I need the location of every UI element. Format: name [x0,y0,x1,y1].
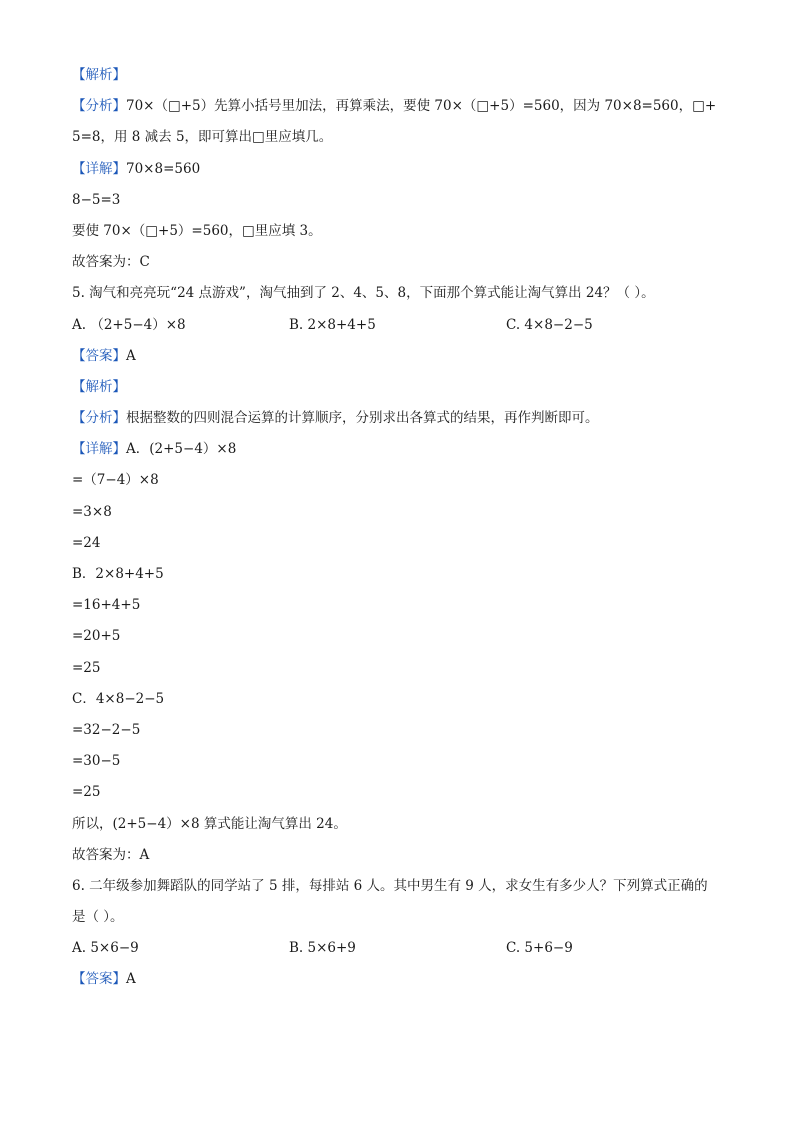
section-tag: 【答案】 [72,347,126,364]
section-tag: 【解析】 [72,67,126,83]
answer-option: A. （2+5−4）×8 [72,316,186,333]
text-line [72,906,732,937]
line-text: A．(2+5−4）×8 [126,441,237,458]
section-tag: 【解析】 [72,378,126,395]
text-line [72,750,732,781]
text-line [72,532,732,563]
text-line [72,158,732,189]
text-line [72,189,732,220]
text-line [72,251,732,282]
text-line [72,345,732,376]
line-text: =20+5 [72,628,121,645]
text-line [72,625,732,656]
line-text: 70×（□+5）先算小括号里加法，再算乘法，要使 70×（□+5）=560，因为 70×8=560，□+ [126,98,717,115]
line-text: 是（ ）。 [72,909,124,926]
text-line [72,126,732,157]
document-body [72,64,732,1000]
line-text: 根据整数的四则混合运算的计算顺序，分别求出各算式的结果，再作判断即可。 [126,410,599,427]
line-text: 70×8=560 [126,160,201,177]
line-text: =3×8 [72,503,112,520]
text-line [72,844,732,875]
answer-option: A. 5×6−9 [72,940,139,957]
text-line [72,501,732,532]
section-tag: 【详解】 [72,160,126,177]
line-text: 故答案为：C [72,254,150,271]
text-line [72,875,732,906]
text-line [72,220,732,251]
text-line [72,719,732,750]
text-line [72,282,732,313]
line-text: 所以，(2+5−4）×8 算式能让淘气算出 24。 [72,815,347,832]
answer-option: C. 5+6−9 [506,940,573,957]
line-text: =30−5 [72,753,121,770]
section-heading [72,376,732,407]
line-text: C．4×8−2−5 [72,690,165,707]
line-text: =25 [72,659,101,676]
text-line [72,438,732,469]
line-text: B．2×8+4+5 [72,566,164,582]
document-page [72,64,732,1000]
line-text: =24 [72,534,101,551]
line-text: 6. 二年级参加舞蹈队的同学站了 5 排，每排站 6 人。其中男生有 9 人，求女生有多少人？下列算式正确的 [72,877,708,894]
line-text: 8−5=3 [72,191,121,208]
line-text: 要使 70×（□+5）=560，□里应填 3。 [72,222,322,239]
answer-option: B. 5×6+9 [289,940,356,957]
line-text: =（7−4）×8 [72,472,159,489]
line-text: 5. 淘气和亮亮玩“24 点游戏”，淘气抽到了 2、4、5、8，下面那个算式能让淘气算出 24？（ ）。 [72,285,655,302]
text-line [72,781,732,812]
line-text: =32−2−5 [72,721,141,738]
text-line [72,657,732,688]
line-text: A [126,971,136,988]
section-tag: 【答案】 [72,971,126,988]
text-line [72,407,732,438]
line-text: =16+4+5 [72,597,141,614]
line-text: =25 [72,784,101,801]
answer-options [72,314,732,345]
section-tag: 【分析】 [72,98,126,115]
section-tag: 【详解】 [72,441,126,458]
answer-option: B. 2×8+4+5 [289,316,376,333]
text-line [72,469,732,500]
text-line [72,968,732,999]
text-line [72,813,732,844]
text-line [72,563,732,594]
answer-options [72,937,732,968]
text-line [72,594,732,625]
text-line [72,95,732,126]
line-text: A [126,347,136,364]
answer-option: C. 4×8−2−5 [506,316,593,333]
line-text: 故答案为：A [72,846,150,863]
section-tag: 【分析】 [72,410,126,427]
text-line [72,688,732,719]
line-text: 5=8，用 8 减去 5，即可算出□里应填几。 [72,129,333,146]
section-heading [72,64,732,95]
